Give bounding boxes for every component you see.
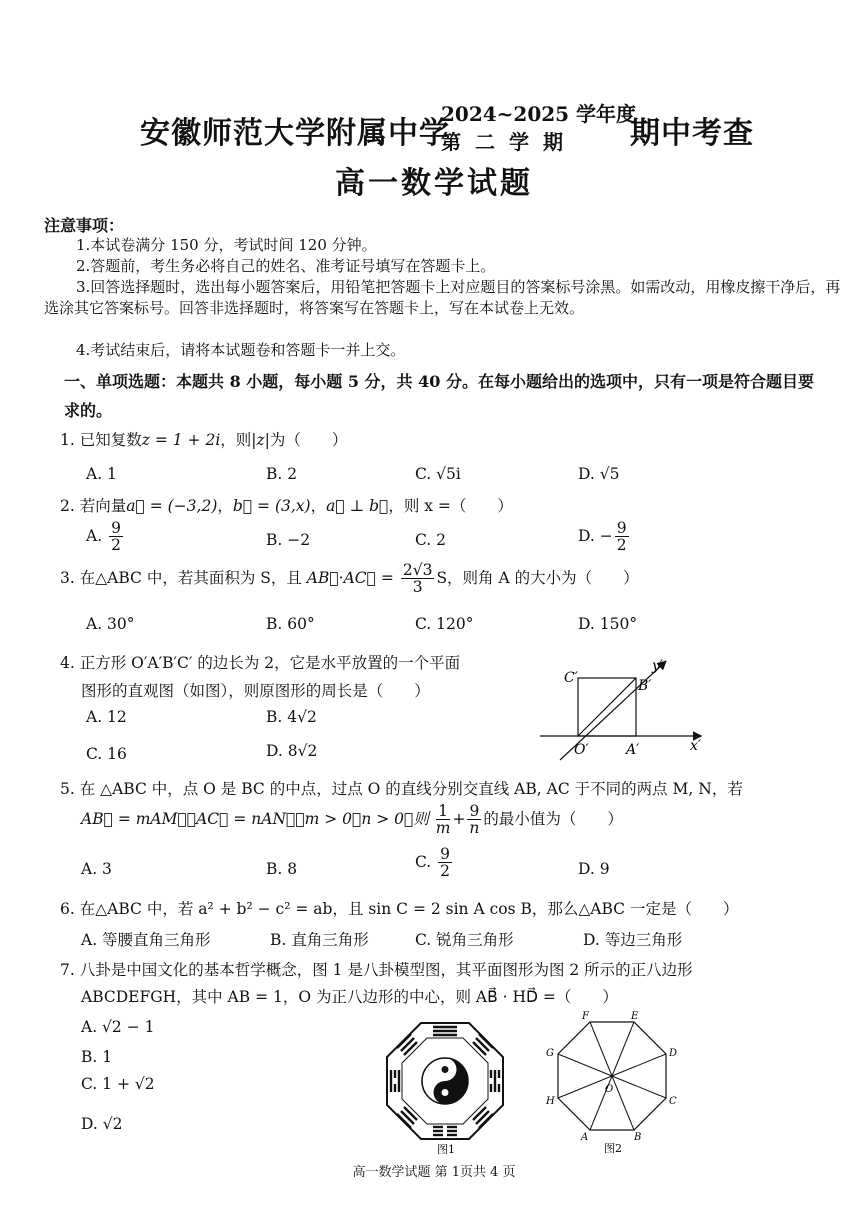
question-4: 4. 正方形 O′A′B′C′ 的边长为 2，它是水平放置的一个平面 — [60, 654, 461, 672]
question-5-line2: AB⃗ = mAM⃗，AC⃗ = nAN⃗，m > 0，n > 0，则 $\frac{1}{m}$ + $\frac{9}{n}$ 的最小值为（ ） — [81, 802, 623, 838]
label-b: B′ — [638, 678, 652, 694]
figure-2-caption: 图2 — [604, 1142, 622, 1155]
option-b: B. 4√2 — [266, 708, 317, 726]
note-item: 3.回答选择题时，选出每小题答案后，用铅笔把答题卡上对应题目的答案标号涂黑。如需改动，用橡皮擦干净后，再选涂其它答案标号。回答非选择题时，将答案写在答题卡上，写在本试卷上无效。 — [44, 278, 841, 317]
question-number: 1. — [60, 431, 75, 449]
option-d: D. 9 — [578, 860, 610, 878]
fraction: $\frac{9}{n}$ — [469, 802, 480, 838]
question-number: 6. — [60, 900, 75, 918]
vertex-f: F — [582, 1011, 589, 1022]
fraction: $\frac{9}{2}$ — [440, 845, 451, 881]
option-d: D. − $\frac{9}{2}$ — [578, 519, 627, 555]
fraction: $\frac{9}{2}$ — [616, 519, 627, 555]
question-3: 3. 在△ABC 中，若其面积为 S，且 AB⃗·AC⃗ = $\frac{2√3}{3}$ S，则角 A 的大小为（ ） — [60, 561, 639, 597]
center-o: O — [605, 1084, 614, 1095]
question-4-line2: 图形的直观图（如图），则原图形的周长是（ ） — [81, 682, 430, 700]
vertex-g: G — [546, 1048, 554, 1059]
exam-kind: 期中考查 — [630, 116, 754, 151]
option-b: B. 8 — [266, 860, 298, 878]
option-c: C. 16 — [86, 745, 127, 763]
semester: 第二学期 — [441, 130, 577, 154]
taiji-dot — [442, 1089, 449, 1096]
option-c: C. 2 — [415, 531, 447, 549]
label-a: A′ — [626, 742, 640, 758]
q4-figure — [530, 648, 720, 763]
option-d: D. 150° — [578, 615, 638, 633]
option-d: D. 8√2 — [266, 742, 318, 760]
paper-title: 高一数学试题 — [335, 166, 533, 201]
option-d: D. 等边三角形 — [583, 931, 683, 949]
label-y: y′ — [652, 658, 664, 674]
option-c: C. 120° — [415, 615, 474, 633]
option-a: A. 等腰直角三角形 — [81, 931, 211, 949]
option-b: B. 60° — [266, 615, 315, 633]
octagon-figure — [538, 1010, 683, 1158]
label-x: x′ — [690, 738, 702, 754]
question-5: 5. 在 △ABC 中，点 O 是 BC 的中点，过点 O 的直线分别交直线 AB, AC 于不同的两点 M, N，若 — [60, 780, 743, 798]
question-number: 2. — [60, 497, 75, 515]
school-year: 2024~2025 学年度 — [441, 102, 637, 126]
fraction: $\frac{9}{2}$ — [111, 519, 121, 555]
note-item: 2.答题前，考生务必将自己的姓名、准考证号填写在答题卡上。 — [76, 257, 496, 275]
option-b: B. −2 — [266, 531, 311, 549]
notes-heading: 注意事项： — [44, 216, 125, 235]
option-a: A. 1 — [86, 465, 117, 483]
option-d: D. √5 — [578, 465, 620, 483]
option-a: A. 12 — [86, 708, 127, 726]
school-name: 安徽师范大学附属中学 — [140, 116, 450, 151]
fraction: $\frac{2√3}{3}$ — [402, 561, 433, 597]
option-b: B. 直角三角形 — [270, 931, 369, 949]
question-2: 2. 若向量a⃗ = (−3,2)，b⃗ = (3,x)，a⃗ ⊥ b⃗，则 x =（ ） — [60, 497, 513, 515]
option-c: C. 1 + √2 — [81, 1075, 155, 1093]
diagonal — [578, 678, 636, 736]
note-item: 1.本试卷满分 150 分，考试时间 120 分钟。 — [76, 236, 377, 254]
option-a: A. 30° — [86, 615, 135, 633]
question-6: 6. 在△ABC 中，若 a² + b² − c² = ab，且 sin C = 2 sin A cos B，那么△ABC 一定是（ ） — [60, 900, 739, 918]
question-number: 5. — [60, 780, 75, 798]
section-heading: 一、单项选题：本题共 8 小题，每小题 5 分，共 40 分。在每小题给出的选项中，只有一项是符合题目要求的。 — [64, 372, 814, 420]
vertex-b: B — [634, 1132, 642, 1143]
note-item: 4.考试结束后，请将本试题卷和答题卡一并上交。 — [76, 341, 406, 359]
option-c: C. √5i — [415, 465, 461, 483]
vertex-d: D — [669, 1048, 678, 1059]
question-number: 3. — [60, 568, 75, 587]
label-c: C′ — [564, 670, 578, 686]
option-c: C. $\frac{9}{2}$ — [415, 845, 451, 881]
option-a: A. $\frac{9}{2}$ — [86, 519, 121, 555]
bagua-figure — [385, 1018, 505, 1158]
vertex-a: A — [581, 1132, 589, 1143]
question-number: 7. — [60, 961, 75, 979]
vertex-c: C — [669, 1096, 677, 1107]
option-d: D. √2 — [81, 1115, 123, 1133]
taiji-dot — [442, 1066, 449, 1073]
vertex-h: H — [546, 1096, 555, 1107]
label-o: O′ — [574, 742, 589, 758]
question-7: 7. 八卦是中国文化的基本哲学概念，图 1 是八卦模型图，其平面图形为图 2 所示的正八边形 — [60, 961, 693, 979]
question-1: 1. 已知复数z = 1 + 2i，则|z|为（ ） — [60, 431, 348, 449]
option-a: A. 3 — [81, 860, 112, 878]
option-b: B. 2 — [266, 465, 298, 483]
question-7-line2: ABCDEFGH，其中 AB = 1，O 为正八边形的中心，则 AB⃗ · HD⃗ =（ ） — [81, 988, 618, 1006]
fraction: $\frac{1}{m}$ — [435, 802, 451, 838]
option-b: B. 1 — [81, 1048, 113, 1066]
figure-1-caption: 图1 — [437, 1143, 455, 1156]
option-c: C. 锐角三角形 — [415, 931, 514, 949]
question-number: 4. — [60, 654, 75, 672]
page-footer: 高一数学试题 第 1页共 4 页 — [352, 1165, 516, 1180]
vertex-e: E — [631, 1011, 639, 1022]
option-a: A. √2 − 1 — [81, 1018, 155, 1036]
